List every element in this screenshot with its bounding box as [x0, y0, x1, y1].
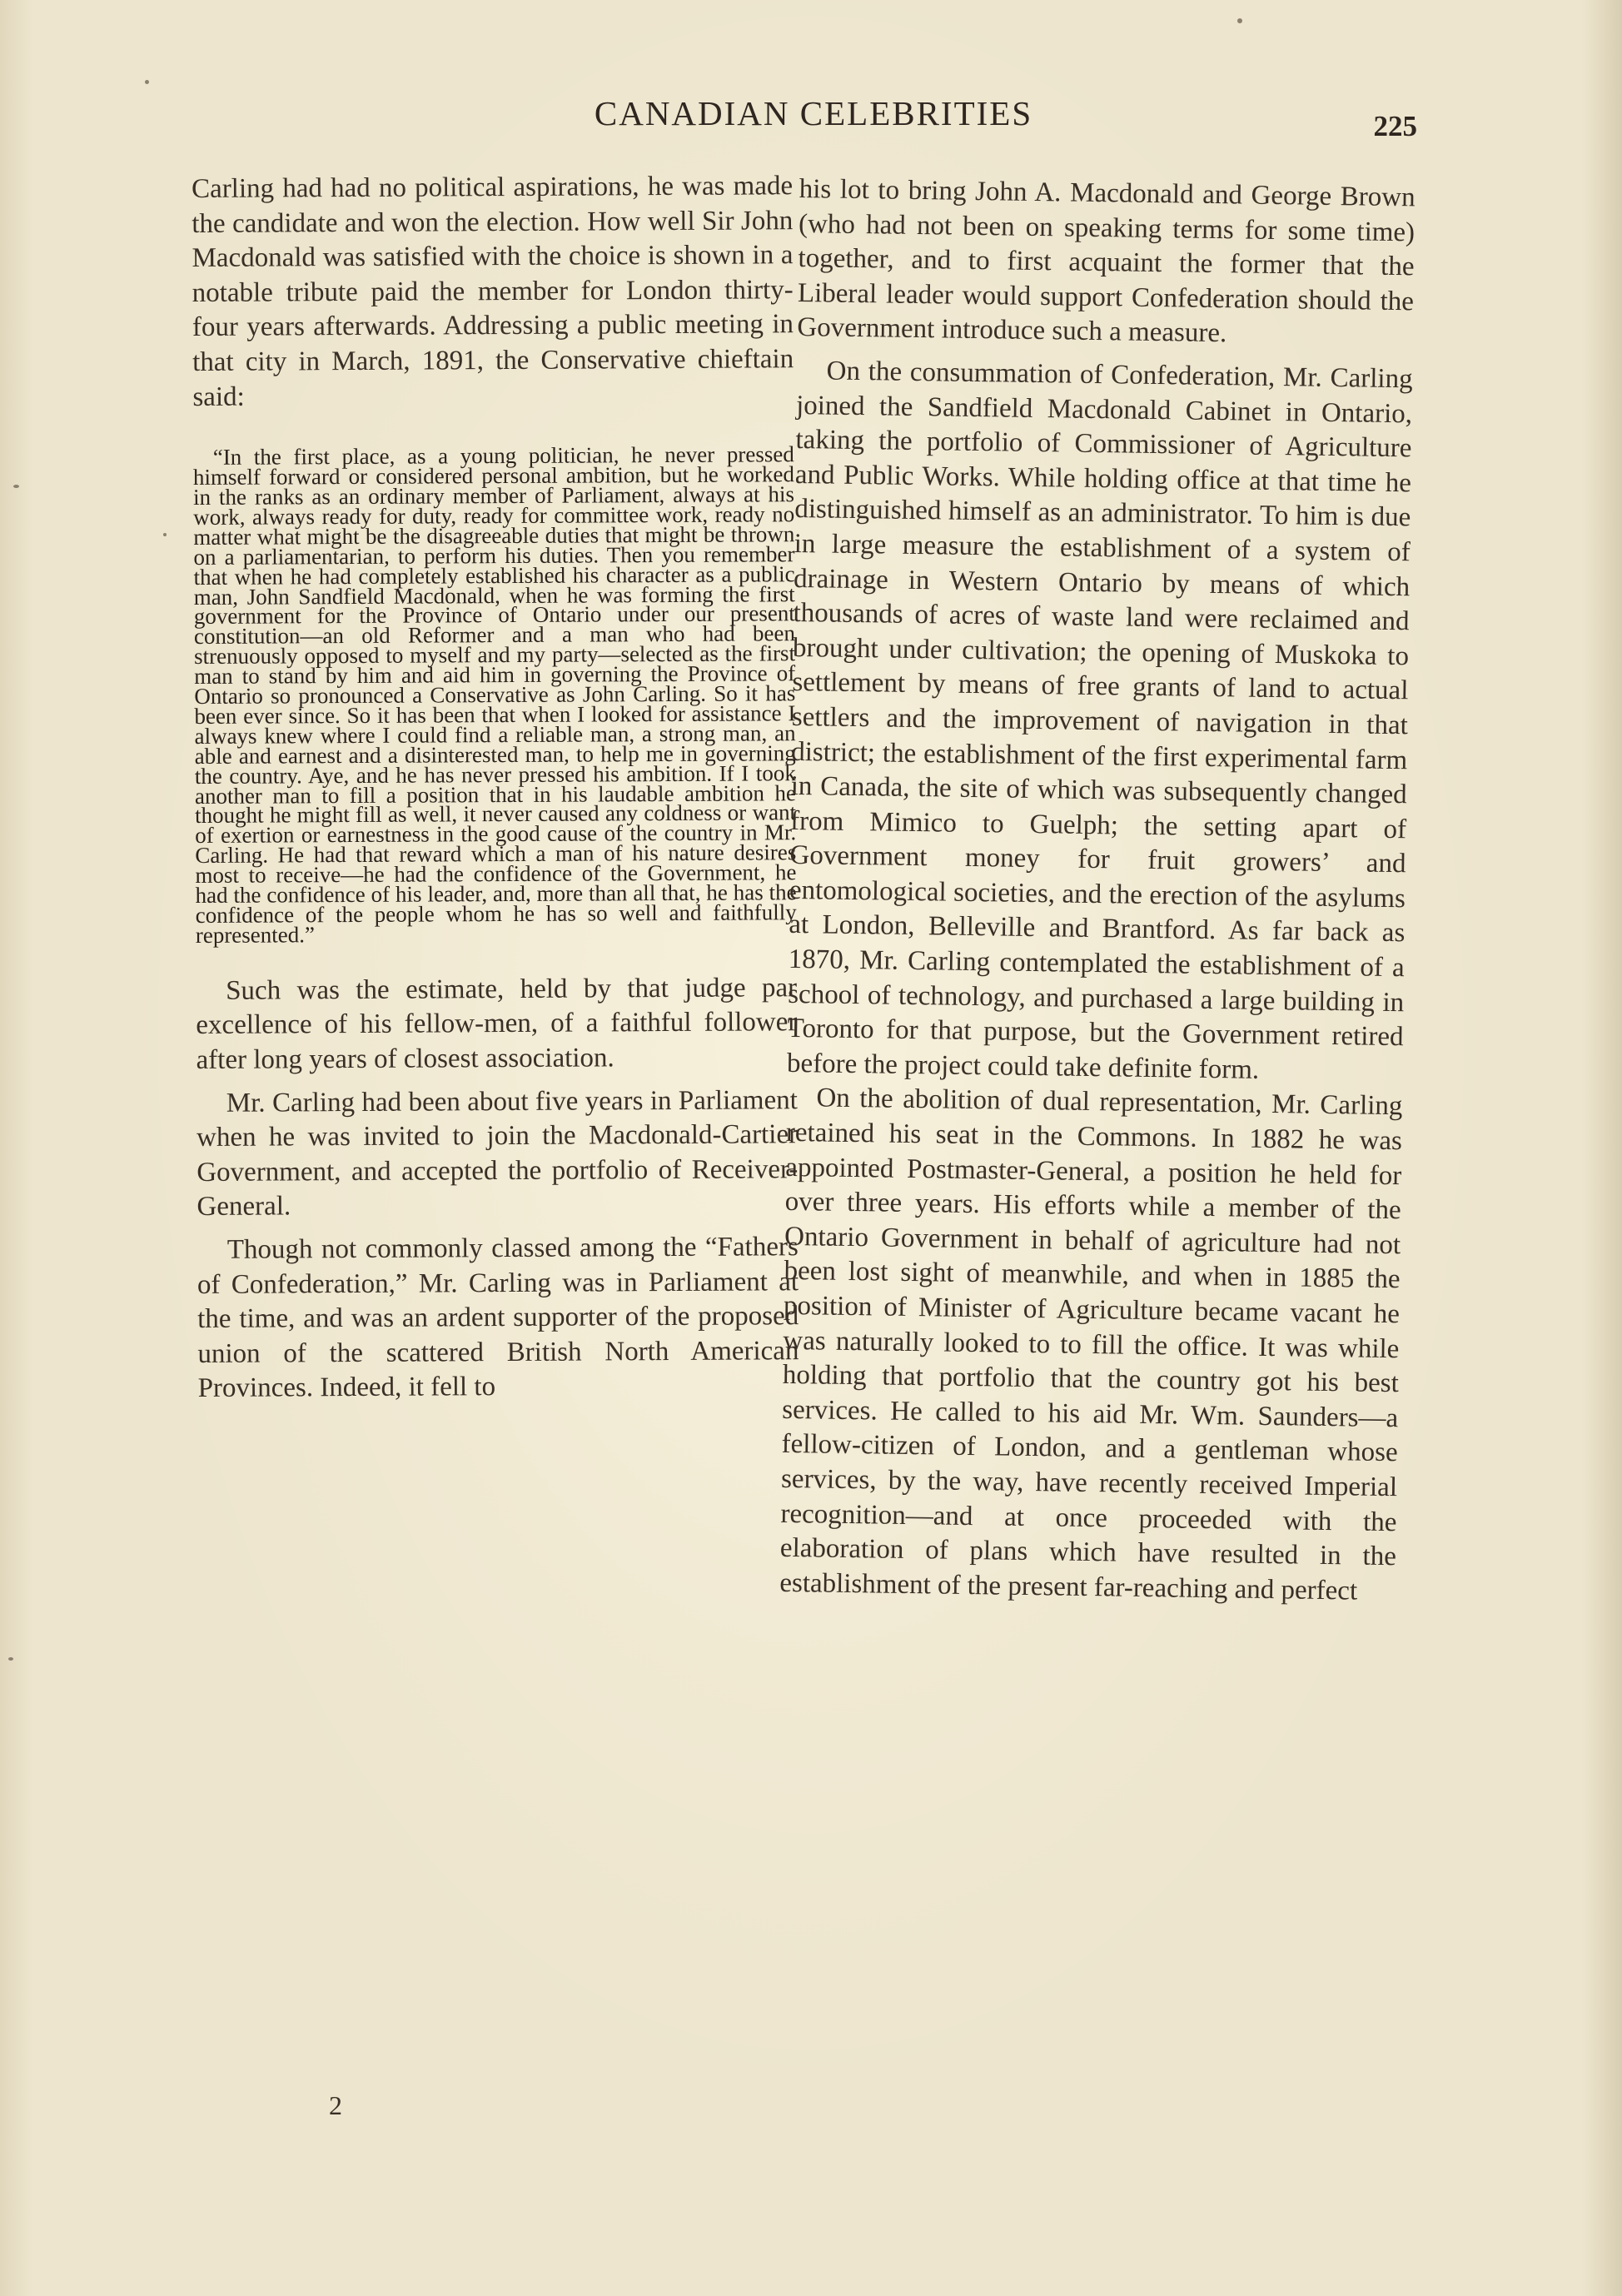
- paragraph: On the abolition of dual representation, Mr. Carling retained his seat in the Commons. In 1882 he was appointed Postmaster-General, a position he held for over three years. His efforts while a member of the Ontario Government in behalf of agriculture had not been lost sight of meanwhile, and when in 1885 the position of Minister of Agriculture became vacant he was naturally looked to to fill the office. It was while holding that portfolio that the country got his best services. He called to his aid Mr. Wm. Saunders—a fellow-citizen of London, and a gentleman whose services, by the way, have recently received Imperial recognition—and at once proceeded with the elaboration of plans which have resulted in the establishment of the present far-reaching and perfect: [779, 1083, 1403, 1606]
- running-head: [0, 93, 1622, 143]
- right-column: [779, 172, 1416, 1606]
- paragraph: Though not commonly classed among the “Fathers of Confederation,” Mr. Carling was in Parliament at the time, and was an ardent supporter of the proposed union of the scattered British North American Provinces. Indeed, it fell to: [197, 1232, 799, 1404]
- paragraph: Carling had had no political aspirations, he was made the candidate and won the election. How well Sir John Macdonald was satisfied with the choice is shown in a notable tribute paid the member for London thirty-four years afterwards. Addressing a public meeting in that city in March, 1891, the Conservative chieftain said:: [192, 171, 794, 412]
- paper-speck: [8, 1657, 13, 1661]
- block-quote: “In the first place, as a young politician, he never pressed himself forward or considered personal ambition, but he worked in the ranks as an ordinary member of Parliament, always at his work, always ready for duty, ready for committee work, ready no matter what might be the disagreeable duties that might be thrown on a parliamentarian, to perform his duties. Then you remember that when he had completely established his character as a public man, John Sandfield Macdonald, when he was forming the first government for the Province of Ontario under our present constitution—an old Reformer and a man who had been strenuously opposed to myself and my party—selected as the first man to stand by him and aid him in governing the Province of Ontario so pronounced a Conservative as John Carling. So it has been ever since. So it has been that when I looked for assistance I always knew where I could find a reliable man, a strong man, an able and earnest and a disinterested man, to help me in governing the country. Aye, and he has never pressed his ambition. If I took another man to fill a position that in his laudable ambition he thought he might fill as well, it never caused any coldness or want of exertion or earnestness in the good cause of the country in Mr. Carling. He had that reward which a man of his nature desires most to receive—he had the confidence of the Government, he had the confidence of his leader, and, more than all that, he has the confidence of the people whom he has so well and faithfully represented.”: [192, 441, 797, 948]
- paper-speck: [1237, 18, 1242, 23]
- left-column: [192, 171, 799, 1407]
- page-number: 225: [1373, 110, 1417, 142]
- running-title: CANADIAN CELEBRITIES: [594, 94, 1033, 132]
- paragraph: his lot to bring John A. Macdonald and George Brown (who had not been on speaking terms for some time) together, and to first acquaint the former that the Liberal leader would support Confederation should the Government introduce such a measure.: [797, 173, 1416, 349]
- paper-speck: [13, 485, 19, 488]
- paper-speck: [145, 80, 149, 84]
- paragraph: Mr. Carling had been about five years in Parliament when he was invited to join the Macdonald-Cartier Government, and accepted the portfolio of Receiver-General.: [196, 1084, 799, 1223]
- paragraph: On the consummation of Confederation, Mr. Carling joined the Sandfield Macdonald Cabinet in Ontario, taking the portfolio of Commissioner of Agriculture and Public Works. While holding office at that time he distinguished himself as an administrator. To him is due in large measure the establishment of a system of drainage in Western Ontario by means of which thousands of acres of waste land were reclaimed and brought under cultivation; the opening of Muskoka to settlement by means of free grants of land to actual settlers and the improvement of navigation in that district; the establishment of the first experimental farm in Canada, the site of which was subsequently changed from Mimico to Guelph; the setting apart of Government money for fruit growers’ and entomological societies, and the erection of the asylums at London, Belleville and Brantford. As far back as 1870, Mr. Carling contemplated the establishment of a school of technology, and purchased a large building in Toronto for that purpose, but the Government retired before the project could take definite form.: [786, 356, 1413, 1085]
- signature-mark: 2: [329, 2090, 342, 2120]
- paragraph: Such was the estimate, held by that judge par excellence of his fellow-men, of a faithful follower after long years of closest association.: [196, 973, 798, 1075]
- paper-speck: [163, 533, 167, 536]
